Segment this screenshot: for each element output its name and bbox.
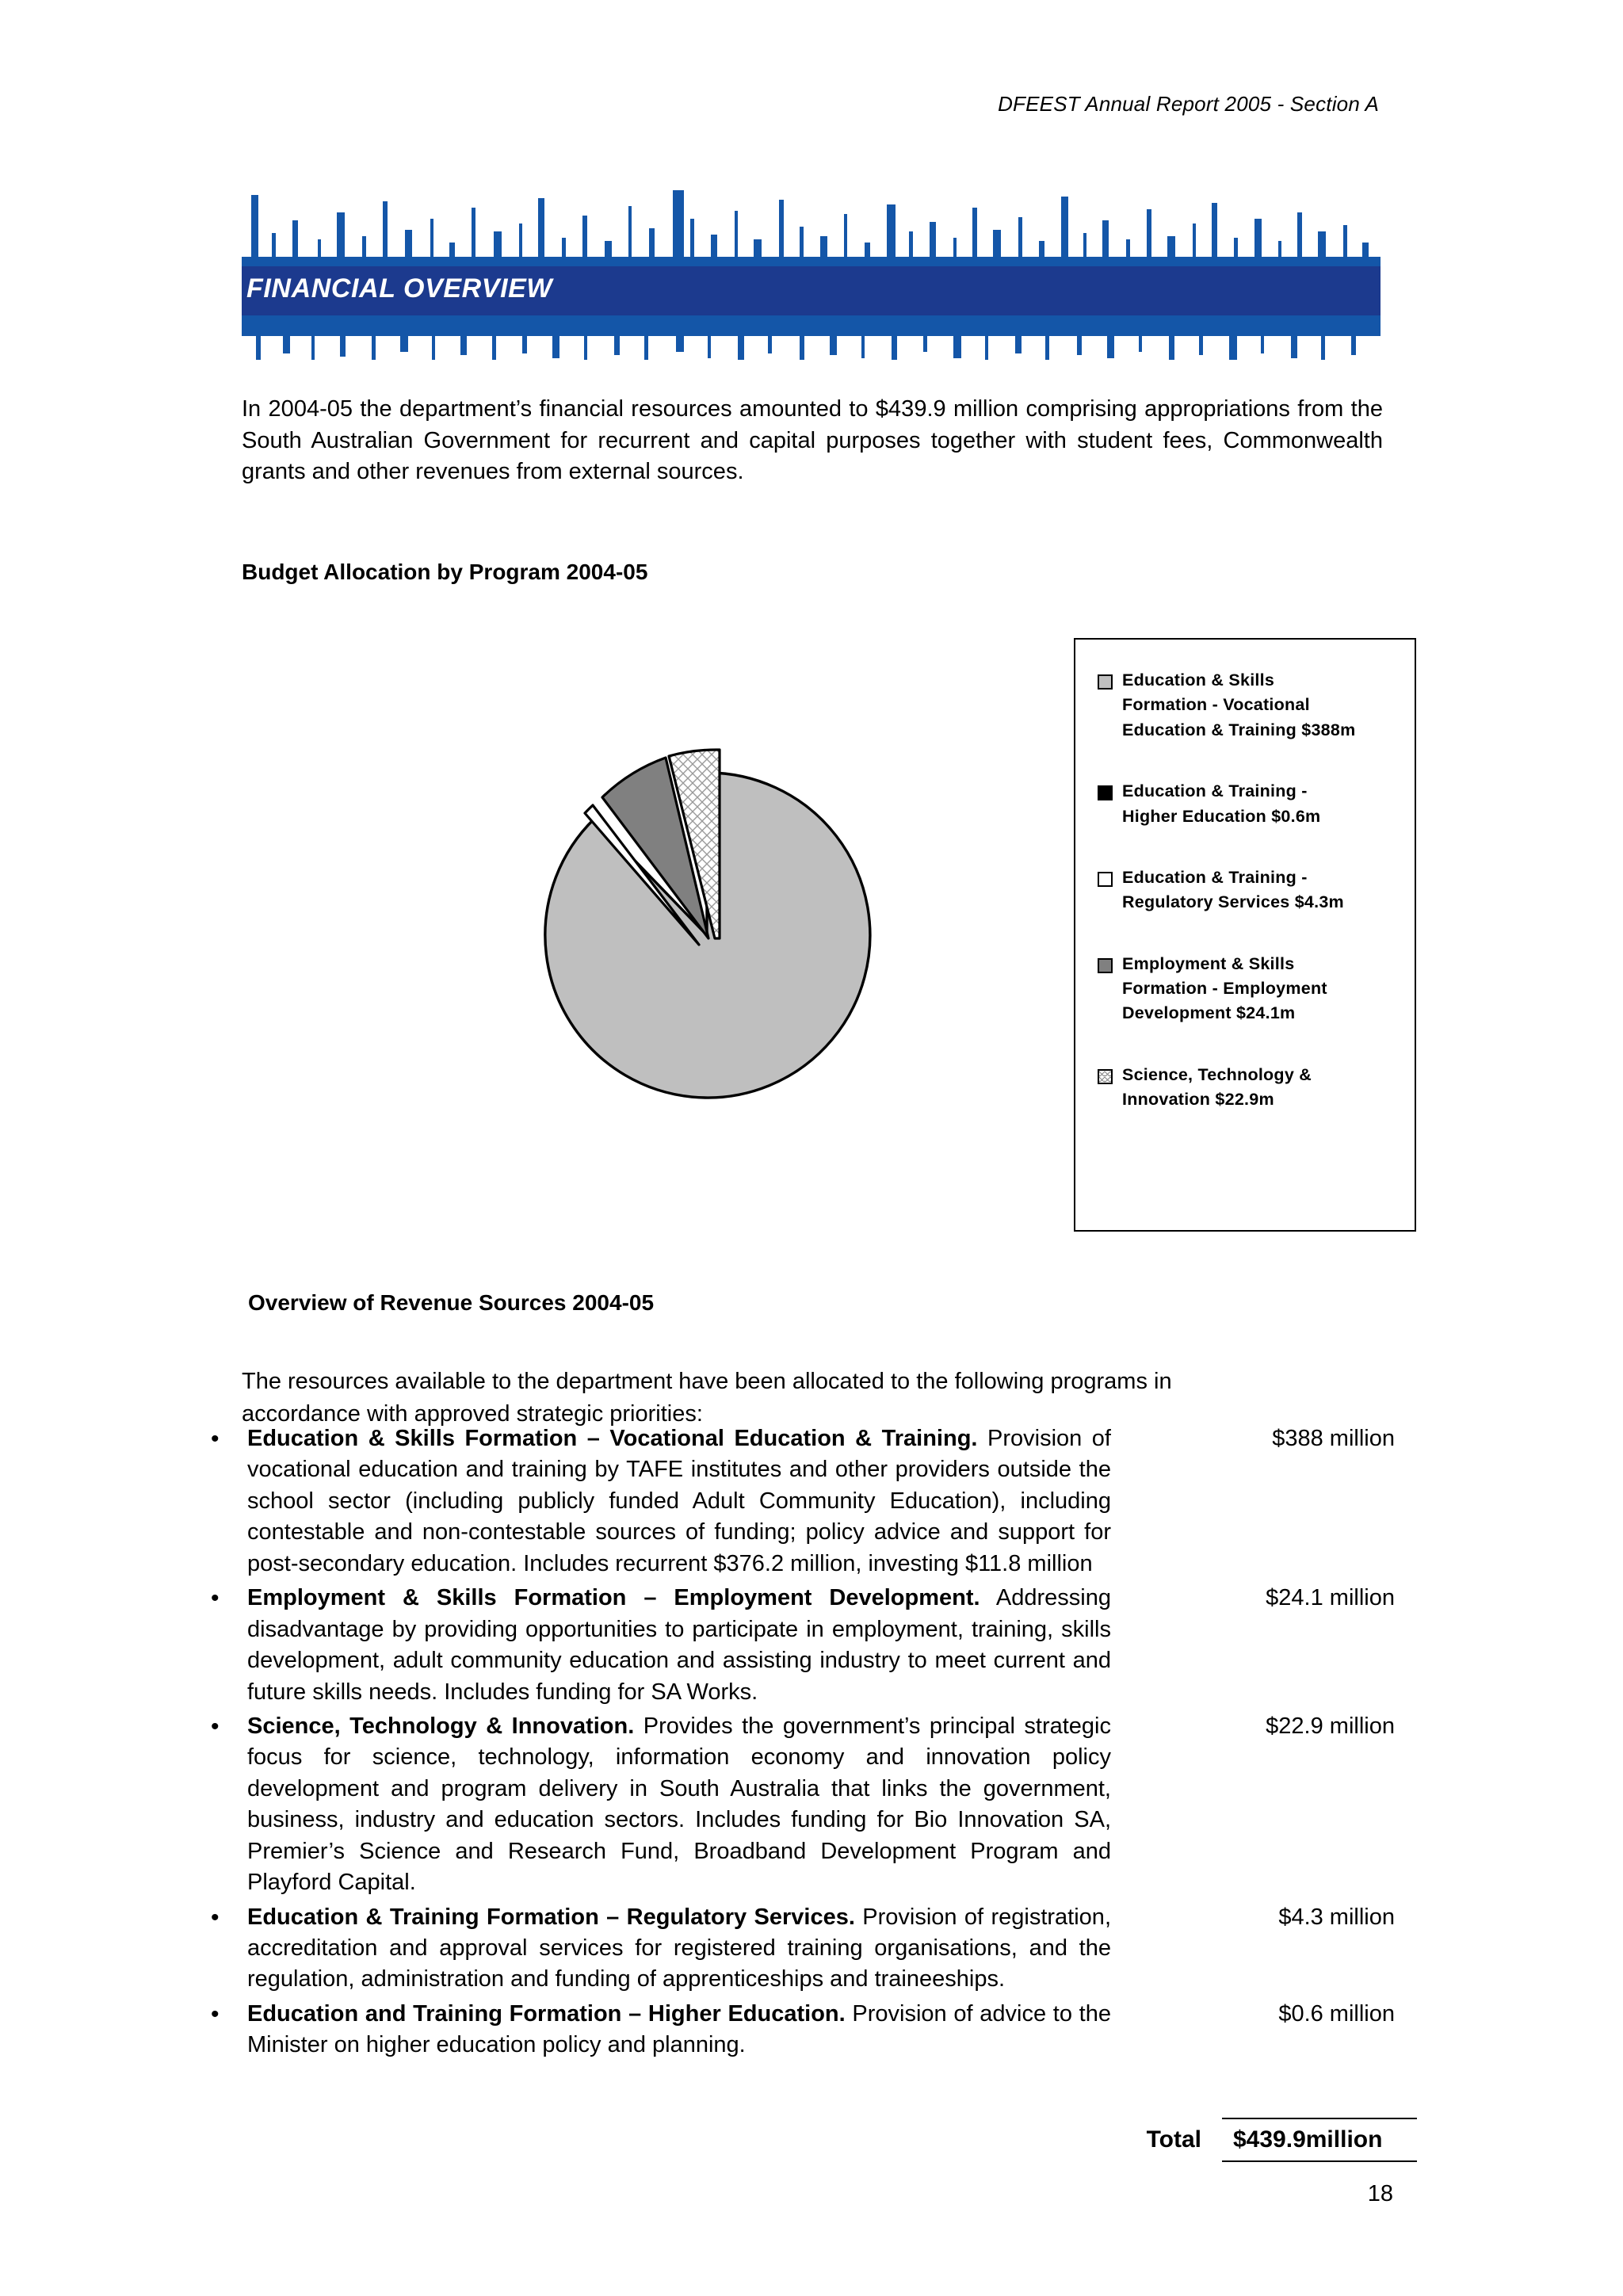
pie-chart-svg — [388, 602, 1038, 1260]
lead-paragraph: The resources available to the department have been allocated to the following programs in accordance with approved strategic priorities: — [242, 1369, 1172, 1427]
budget-allocation-pie-chart — [388, 602, 1038, 1260]
legend-label-line: Education & Training - — [1122, 867, 1308, 887]
list-item-description — [247, 1423, 1111, 1580]
bullet-icon: • — [211, 1585, 220, 1612]
legend-label-line: Education & Training - — [1122, 781, 1308, 801]
intro-paragraph: In 2004-05 the department’s financial resources amounted to $439.9 million comprising appropriations from the South Australian Government for recurrent and capital purposes together with student fees, Commonwealth grants and other revenues from external sources. — [242, 396, 1383, 485]
legend-label — [1122, 865, 1344, 915]
legend-item-higher-education — [1075, 779, 1415, 829]
list-item-description — [247, 1902, 1111, 1996]
list-item-title: Education & Training Formation – Regulatory Services. — [247, 1904, 855, 1930]
legend-label-line: Development $24.1m — [1122, 1003, 1296, 1023]
bullet-icon: • — [211, 1713, 220, 1740]
list-item-amount: $22.9 million — [1266, 1713, 1395, 1739]
legend-label-line: Education & Training $388m — [1122, 720, 1356, 739]
list-item-description — [247, 1711, 1111, 1899]
list-item-amount: $0.6 million — [1278, 2000, 1395, 2027]
legend-item-vocational-education — [1075, 668, 1415, 743]
page-number: 18 — [1367, 2181, 1393, 2206]
list-item — [204, 1583, 1417, 1708]
list-item-body: Provision of vocational education and training by TAFE institutes and other providers outside the school sector (including publicly funded Adult Community Education), including contestable and non-contestable sources of funding; policy advice and support for post-secondary education. Includes recurrent $376.2 million, investing $11.8 million — [247, 1426, 1111, 1576]
legend-label-line: Education & Skills — [1122, 670, 1275, 690]
list-item-body: Addressing disadvantage by providing opportunities to participate in employment, training, skills development, adult community education and assisting industry to meet current and future skills needs. Includes funding for SA Works. — [247, 1585, 1112, 1705]
legend-label-line: Formation - Vocational — [1122, 695, 1310, 715]
legend-label — [1122, 779, 1320, 829]
legend-label-line: Innovation $22.9m — [1122, 1090, 1274, 1110]
legend-item-employment-development — [1075, 952, 1415, 1026]
legend-list — [1075, 640, 1415, 1113]
legend-swatch-crosshatch-icon — [1098, 1069, 1113, 1084]
legend-label — [1122, 668, 1355, 743]
legend-swatch-dark-gray-icon — [1098, 958, 1113, 973]
legend-label — [1122, 1063, 1312, 1113]
list-item — [204, 1423, 1417, 1580]
total-label: Total — [1146, 2126, 1201, 2153]
legend-item-science-technology — [1075, 1063, 1415, 1113]
banner-barcode-graphic — [242, 184, 1381, 360]
list-item-body: Provides the government’s principal strategic focus for science, technology, information economy and innovation policy development and program delivery in South Australia that links the government, business, industry and education sectors. Includes funding for Bio Innovation SA, Premier’s Science and Research Fund, Broadband Development Program and Playford Capital. — [247, 1713, 1111, 1896]
list-item-description — [247, 1999, 1111, 2061]
total-value: $439.9million — [1222, 2118, 1417, 2162]
bullet-icon: • — [211, 1426, 220, 1452]
banner-title-text: FINANCIAL OVERVIEW — [246, 273, 553, 304]
financial-overview-banner — [242, 184, 1381, 360]
running-header: DFEEST Annual Report 2005 - Section A — [998, 92, 1379, 116]
program-allocation-list — [204, 1423, 1417, 2065]
legend-swatch-white-icon — [1098, 872, 1113, 887]
list-item-title: Education & Skills Formation – Vocational Education & Training. — [247, 1426, 978, 1451]
legend-item-regulatory-services — [1075, 865, 1415, 915]
list-item-amount: $24.1 million — [1266, 1585, 1395, 1611]
list-item-amount: $388 million — [1272, 1426, 1395, 1451]
budget-allocation-heading: Budget Allocation by Program 2004-05 — [242, 560, 648, 585]
legend-swatch-black-icon — [1098, 785, 1113, 800]
list-item-body: Provision of advice to the Minister on higher education policy and planning. — [247, 2000, 1111, 2058]
list-item-title: Science, Technology & Innovation. — [247, 1713, 635, 1739]
legend-swatch-light-gray-icon — [1098, 674, 1113, 690]
list-item — [204, 1999, 1417, 2061]
legend-label-line: Higher Education $0.6m — [1122, 806, 1321, 826]
overview-revenue-heading: Overview of Revenue Sources 2004-05 — [248, 1290, 655, 1316]
list-item — [204, 1711, 1417, 1899]
legend-label-line: Science, Technology & — [1122, 1064, 1312, 1084]
list-item-description — [247, 1583, 1111, 1708]
legend-label-line: Formation - Employment — [1122, 979, 1327, 998]
list-item-body: Provision of registration, accreditation and approval services for registered training organisations, and the regulation, administration and funding of apprenticeships and traineeships. — [247, 1904, 1111, 1992]
legend-label — [1122, 952, 1327, 1026]
list-item — [204, 1902, 1417, 1996]
bullet-icon: • — [211, 2000, 220, 2027]
total-row — [935, 2118, 1417, 2162]
bullet-icon: • — [211, 1904, 220, 1931]
list-item-amount: $4.3 million — [1278, 1904, 1395, 1930]
list-item-title: Employment & Skills Formation – Employment Development. — [247, 1585, 980, 1611]
legend-label-line: Regulatory Services $4.3m — [1122, 892, 1344, 912]
list-item-title: Education and Training Formation – Higher Education. — [247, 2000, 846, 2027]
legend-label-line: Employment & Skills — [1122, 953, 1295, 973]
pie-chart-legend — [1074, 638, 1416, 1232]
